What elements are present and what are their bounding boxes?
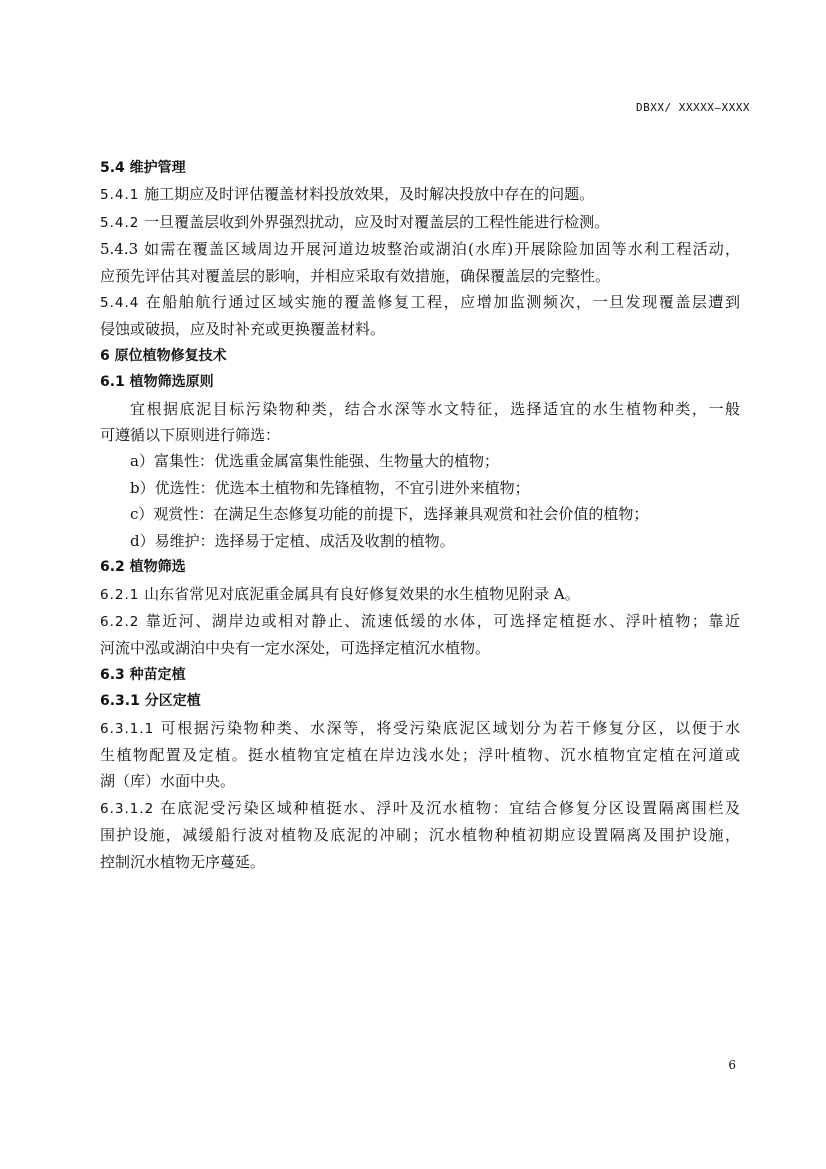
clause-6-3-1-1-line-2: 生植物配置及定植。挺水植物宜定植在岸边浅水处；浮叶植物、沉水植物宜定植在河道或	[100, 745, 740, 764]
clause-text: 在船舶航行通过区域实施的覆盖修复工程，应增加监测频次，一旦发现覆盖层遭到	[145, 293, 740, 312]
clause-text: 施工期应及时评估覆盖材料投放效果，及时解决投放中存在的问题。	[144, 185, 595, 204]
section-heading-6: 6 原位植物修复技术	[100, 347, 227, 364]
clause-number: 5.4.2	[100, 214, 140, 231]
clause-number: 6.2.1	[100, 586, 140, 603]
section-heading-6-3: 6.3 种苗定植	[100, 666, 186, 683]
clause-text: 靠近河、湖岸边或相对静止、流速低缓的水体，可选择定植挺水、浮叶植物；靠近	[145, 611, 740, 630]
clause-text: 在底泥受污染区域种植挺水、浮叶及沉水植物：宜结合修复分区设置隔离围栏及	[160, 798, 740, 817]
clause-6-3-1-1-line-1	[100, 715, 740, 742]
paragraph-6-1-line-1: 宜根据底泥目标污染物种类，结合水深等水文特征，选择适宜的水生植物种类，一般	[130, 399, 740, 418]
list-item: c）观赏性：在满足生态修复功能的前提下，选择兼具观赏和社会价值的植物；	[130, 505, 649, 524]
section-heading-6-2: 6.2 植物筛选	[100, 559, 186, 576]
clause-text: 可根据污染物种类、水深等，将受污染底泥区域划分为若干修复分区，以便于水	[160, 718, 740, 737]
list-item: d）易维护：选择易于定植、成活及收割的植物。	[130, 531, 455, 550]
document-body	[100, 155, 740, 875]
clause-5-4-1	[100, 181, 740, 208]
clause-5-4-2	[100, 209, 740, 236]
clause-text: 一旦覆盖层收到外界强烈扰动，应及时对覆盖层的工程性能进行检测。	[144, 212, 610, 231]
clause-number: 5.4.1	[100, 187, 140, 204]
section-heading-5-4: 5.4 维护管理	[100, 160, 186, 176]
list-item: a）富集性：优选重金属富集性能强、生物量大的植物；	[130, 452, 499, 471]
clause-6-3-1-2-line-3: 控制沉水植物无序蔓延。	[100, 852, 266, 871]
clause-text: 山东省常见对底泥重金属具有良好修复效果的水生植物见附录 A。	[144, 584, 580, 603]
clause-6-2-1	[100, 581, 740, 608]
clause-6-3-1-2-line-1	[100, 795, 740, 822]
clause-5-4-4-line-1	[100, 289, 740, 316]
paragraph-6-1-line-2: 可遵循以下原则进行筛选：	[100, 426, 281, 445]
clause-6-3-1-1-line-3: 湖（库）水面中央。	[100, 772, 236, 791]
section-heading-6-1: 6.1 植物筛选原则	[100, 374, 214, 391]
clause-5-4-4-line-2: 侵蚀或破损，应及时补充或更换覆盖材料。	[100, 320, 386, 339]
clause-number: 6.3.1.2	[100, 800, 155, 817]
clause-6-2-2-line-2: 河流中泓或湖泊中央有一定水深处，可选择定植沉水植物。	[100, 639, 491, 658]
clause-number: 6.3.1.1	[100, 720, 155, 737]
clause-6-3-1-2-line-2: 围护设施，减缓船行波对植物及底泥的冲刷；沉水植物种植初期应设置隔离及围护设施，	[100, 826, 740, 845]
clause-5-4-3-line-2: 应预先评估其对覆盖层的影响，并相应采取有效措施，确保覆盖层的完整性。	[100, 266, 611, 285]
document-code: DBXX/ XXXXX—XXXX	[636, 101, 750, 114]
list-item: b）优选性：优选本土植物和先锋植物，不宜引进外来植物；	[130, 478, 530, 497]
clause-6-2-2-line-1	[100, 608, 740, 635]
clause-number: 5.4.4	[100, 295, 140, 312]
page-number: 6	[728, 1058, 736, 1072]
section-heading-6-3-1: 6.3.1 分区定植	[100, 693, 201, 710]
clause-number: 6.2.2	[100, 613, 140, 630]
clause-5-4-3-line-1: 5.4.3 如需在覆盖区域周边开展河道边坡整治或湖泊(水库)开展除险加固等水利工程活动，	[100, 240, 740, 259]
